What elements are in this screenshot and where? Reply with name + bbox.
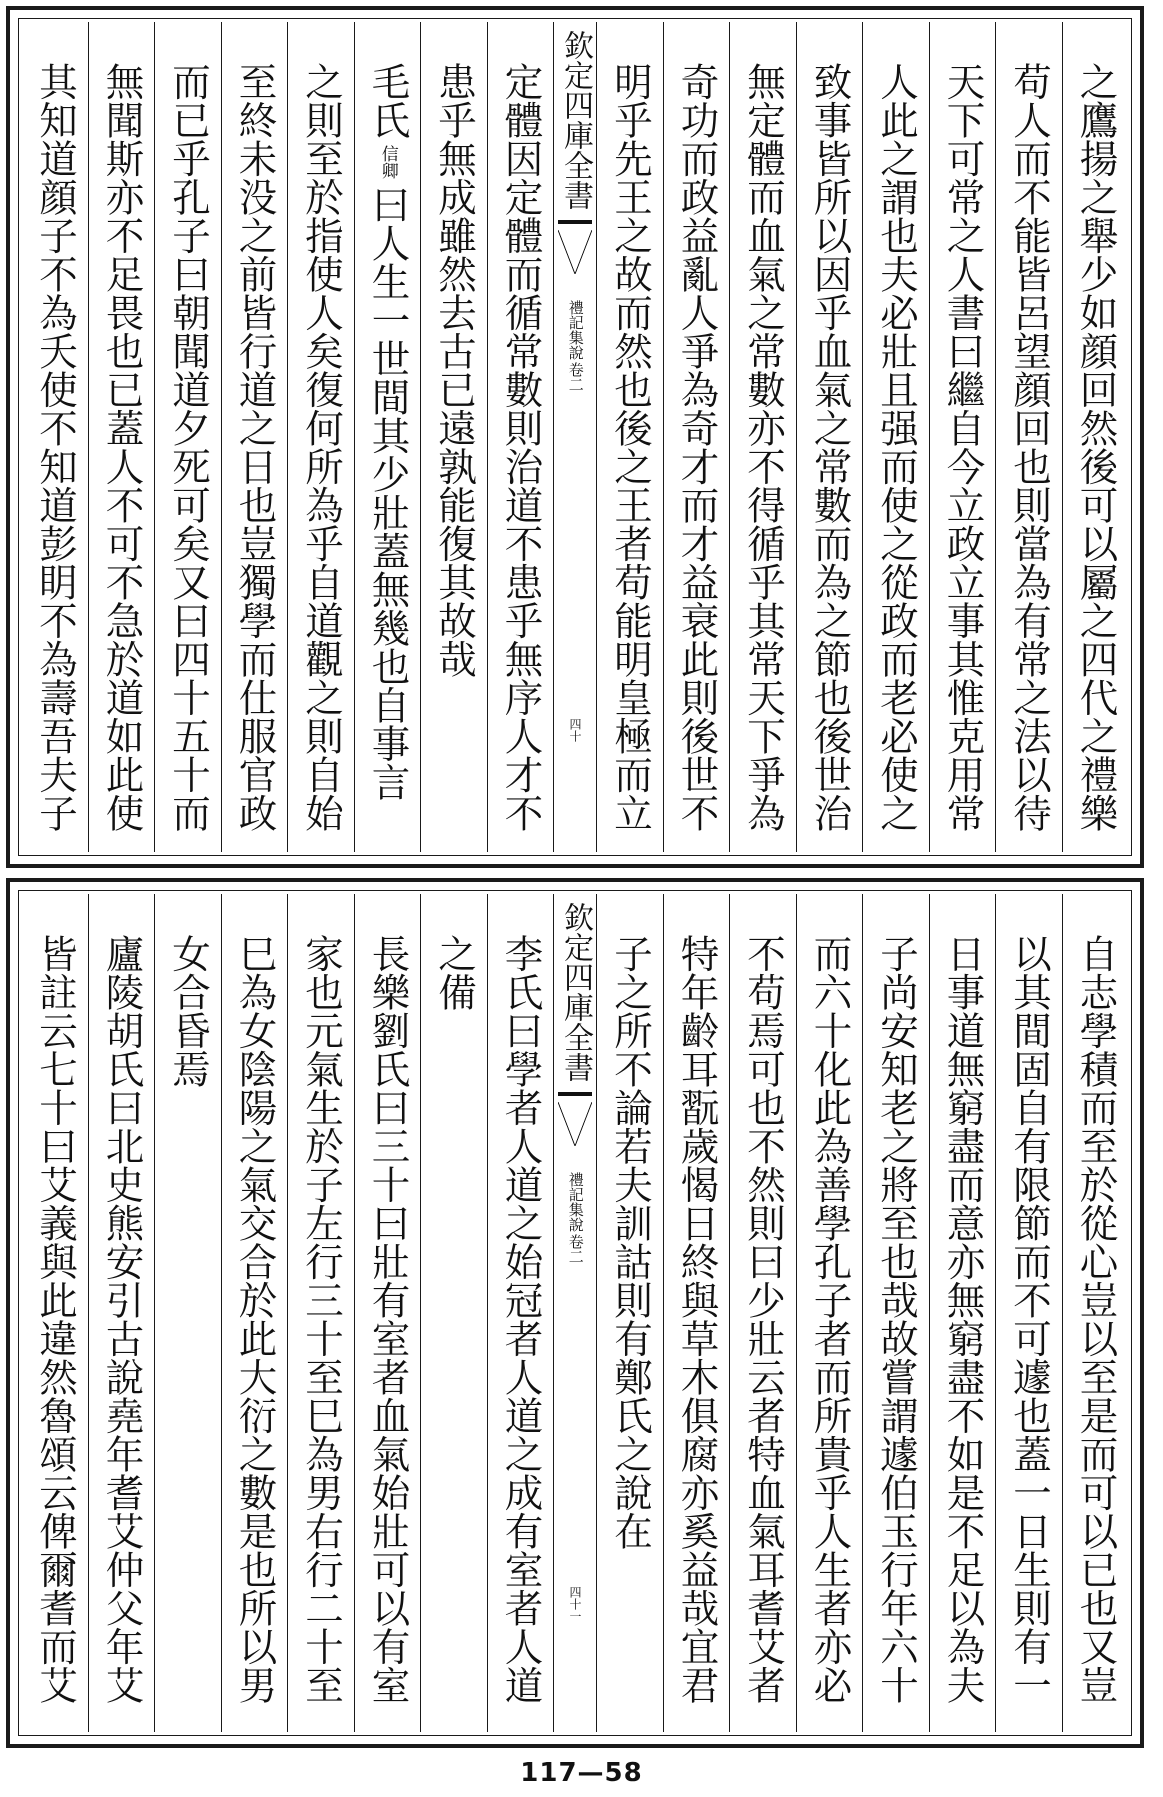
column-text: 明乎先王之故而然也後之王者苟能明皇極而立 <box>608 62 653 832</box>
text-column <box>729 22 796 852</box>
column-text: 皆註云七十曰艾義與此違然魯頌云俾爾耆而艾 <box>33 934 78 1704</box>
text-column <box>22 22 88 852</box>
page-top <box>6 6 1144 868</box>
text-column <box>796 22 863 852</box>
column-text: 之備 <box>432 934 477 1011</box>
text-column <box>995 894 1062 1732</box>
column-text-segment: 曰人生一世間其少壯蓋無幾也自事言 <box>365 185 411 801</box>
column-text: 人此之謂也夫必壯且强而使之從政而老必使之 <box>874 62 919 832</box>
gutter-book-name: 禮記集說 <box>566 300 585 360</box>
text-column <box>663 22 730 852</box>
gutter-folio: 四十一 <box>568 1586 582 1622</box>
text-column <box>287 894 354 1732</box>
text-column <box>596 22 663 852</box>
text-column <box>420 22 487 852</box>
column-text: 以其間固自有限節而不可遽也蓋一日生則有一 <box>1007 934 1052 1704</box>
column-text: 奇功而政益亂人爭為奇才而才益衰此則後世不 <box>674 62 720 832</box>
column-text: 李氏曰學者人道之始冠者人道之成有室者人道 <box>498 934 544 1704</box>
text-column <box>1062 894 1129 1732</box>
column-text: 天下可常之人書曰繼自今立政立事其惟克用常 <box>940 62 986 832</box>
gutter-title: 欽定四庫全書 <box>558 30 593 210</box>
text-column <box>287 22 354 852</box>
text-column <box>221 894 288 1732</box>
column-text: 家也元氣生於子左行三十至巳為男右行二十至 <box>299 934 344 1704</box>
text-column <box>596 894 663 1732</box>
text-column <box>862 22 929 852</box>
gutter-book-info <box>565 1172 585 1264</box>
column-text: 巳為女陰陽之氣交合於此大衍之數是也所以男 <box>232 934 278 1704</box>
page-bottom-columns <box>22 894 1128 1732</box>
gutter-folio: 四十 <box>568 718 582 742</box>
text-column <box>154 894 221 1732</box>
column-text: 廬陵胡氏曰北史熊安引古說堯年耆艾仲父年艾 <box>99 934 145 1704</box>
gutter-title: 欽定四庫全書 <box>558 902 593 1082</box>
text-column <box>1062 22 1129 852</box>
column-text: 患乎無成雖然去古已遠孰能復其故哉 <box>432 62 477 678</box>
column-text: 不苟焉可也不然則曰少壯云者特血氣耳耆艾者 <box>741 934 786 1704</box>
page-top-columns <box>22 22 1128 852</box>
center-gutter <box>553 894 596 1732</box>
column-text: 特年齡耳翫歲愒日終與草木俱腐亦奚益哉宜君 <box>674 934 720 1704</box>
text-column <box>796 894 863 1732</box>
text-column <box>420 894 487 1732</box>
column-text: 長樂劉氏曰三十曰壯有室者血氣始壯可以有室 <box>365 934 411 1704</box>
column-text: 至終未没之前皆行道之日也豈獨學而仕服官政 <box>232 62 278 832</box>
column-text: 之鷹揚之舉少如顔回然後可以屬之四代之禮樂 <box>1073 62 1119 832</box>
column-text: 子之所不論若夫訓詁則有鄭氏之說在 <box>608 934 653 1550</box>
column-text: 自志學積而至於從心豈以至是而可以已也又豈 <box>1073 934 1119 1704</box>
fish-tail-mark-icon <box>558 1092 592 1156</box>
text-column <box>154 22 221 852</box>
text-column <box>88 22 155 852</box>
column-text: 定體因定體而循常數則治道不患乎無序人才不 <box>498 62 544 832</box>
column-text: 而六十化此為善學孔子者而所貴乎人生者亦必 <box>807 934 853 1704</box>
column-text: 無聞斯亦不足畏也已蓋人不可不急於道如此使 <box>99 62 145 832</box>
text-column <box>487 22 554 852</box>
text-column <box>22 894 88 1732</box>
gutter-volume: 卷二 <box>566 362 585 392</box>
column-text: 子尚安知老之將至也哉故嘗謂遽伯玉行年六十 <box>874 934 919 1704</box>
text-column <box>729 894 796 1732</box>
text-column <box>862 894 929 1732</box>
inline-annotation: 信卿 <box>377 145 398 179</box>
column-text: 苟人而不能皆呂望顔回也則當為有常之法以待 <box>1007 62 1052 832</box>
text-column <box>221 22 288 852</box>
fish-tail-mark-icon <box>558 220 592 284</box>
column-text: 其知道顔子不為夭使不知道彭眀不為壽吾夫子 <box>33 62 78 832</box>
page-bottom <box>6 878 1144 1748</box>
column-text: 無定體而血氣之常數亦不得循乎其常天下爭為 <box>741 62 786 832</box>
gutter-book-info <box>565 300 585 392</box>
column-text: 而已乎孔子曰朝聞道夕死可矣又曰四十五十而 <box>166 62 211 832</box>
gutter-volume: 卷二 <box>566 1234 585 1264</box>
text-column <box>354 894 421 1732</box>
text-column <box>88 894 155 1732</box>
text-column <box>487 894 554 1732</box>
text-column <box>995 22 1062 852</box>
text-column <box>929 22 996 852</box>
text-column <box>929 894 996 1732</box>
column-text: 致事皆所以因乎血氣之常數而為之節也後世治 <box>807 62 853 832</box>
page-number: 117—58 <box>520 1758 643 1788</box>
column-text-segment: 毛氏 <box>365 62 411 139</box>
text-column <box>354 22 421 852</box>
text-column <box>663 894 730 1732</box>
column-text: 日事道無窮盡而意亦無窮盡不如是不足以為夫 <box>940 934 986 1704</box>
center-gutter <box>553 22 596 852</box>
column-text: 之則至於指使人矣復何所為乎自道觀之則自始 <box>299 62 344 832</box>
gutter-book-name: 禮記集說 <box>566 1172 585 1232</box>
column-text: 女合昏焉 <box>166 934 211 1088</box>
